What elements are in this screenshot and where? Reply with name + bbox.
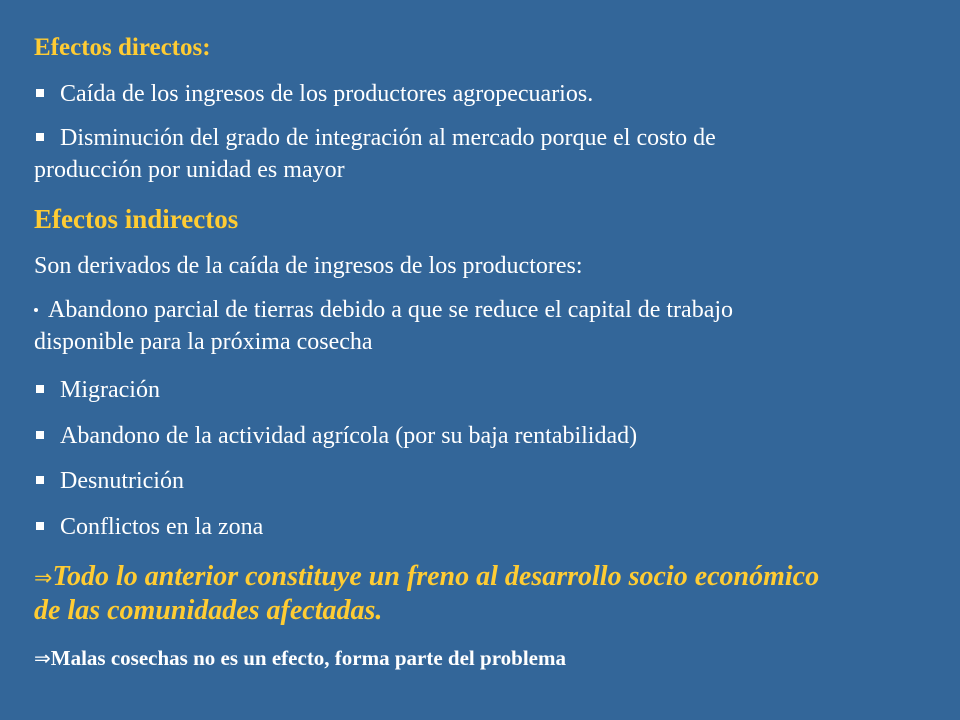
direct-item [34,78,934,110]
square-bullet-icon [36,385,44,393]
indirect-item [34,374,934,406]
indirect-item-text: Migración [60,377,160,403]
conclusion-continuation: de las comunidades afectadas. [34,595,383,626]
dot-bullet-icon [34,308,38,312]
indirect-item-text: Desnutrición [60,468,184,494]
indirect-item [34,511,934,543]
indirect-item [34,465,934,497]
indirect-sub-item [34,294,934,326]
indirect-intro: Son derivados de la caída de ingresos de los productores: [34,253,583,279]
indirect-sub-text: Abandono parcial de tierras debido a que se reduce el capital de trabajo [48,297,734,323]
indirect-sub-continuation: disponible para la próxima cosecha [34,329,373,355]
note-text: Malas cosechas no es un efecto, forma parte del problema [50,646,566,670]
direct-item-text: Caída de los ingresos de los productores agropecuarios. [60,81,594,107]
direct-item-continuation: producción por unidad es mayor [34,157,345,183]
heading-direct-effects: Efectos directos: [34,34,211,61]
heading-indirect-effects: Efectos indirectos [34,204,239,234]
implies-arrow-icon: ⇒ [34,646,51,670]
indirect-item [34,420,934,452]
square-bullet-icon [36,133,44,141]
indirect-item-text: Abandono de la actividad agrícola (por su baja rentabilidad) [60,423,638,449]
square-bullet-icon [36,89,44,97]
square-bullet-icon [36,522,44,530]
direct-item-text: Disminución del grado de integración al mercado porque el costo de [60,125,716,151]
note-line [34,642,934,674]
square-bullet-icon [36,476,44,484]
square-bullet-icon [36,431,44,439]
conclusion-text: Todo lo anterior constituye un freno al desarrollo socio económico [52,561,820,592]
direct-item [34,122,934,154]
implies-arrow-icon: ⇒ [34,566,53,591]
indirect-item-text: Conflictos en la zona [60,514,264,540]
conclusion-line [34,560,934,596]
